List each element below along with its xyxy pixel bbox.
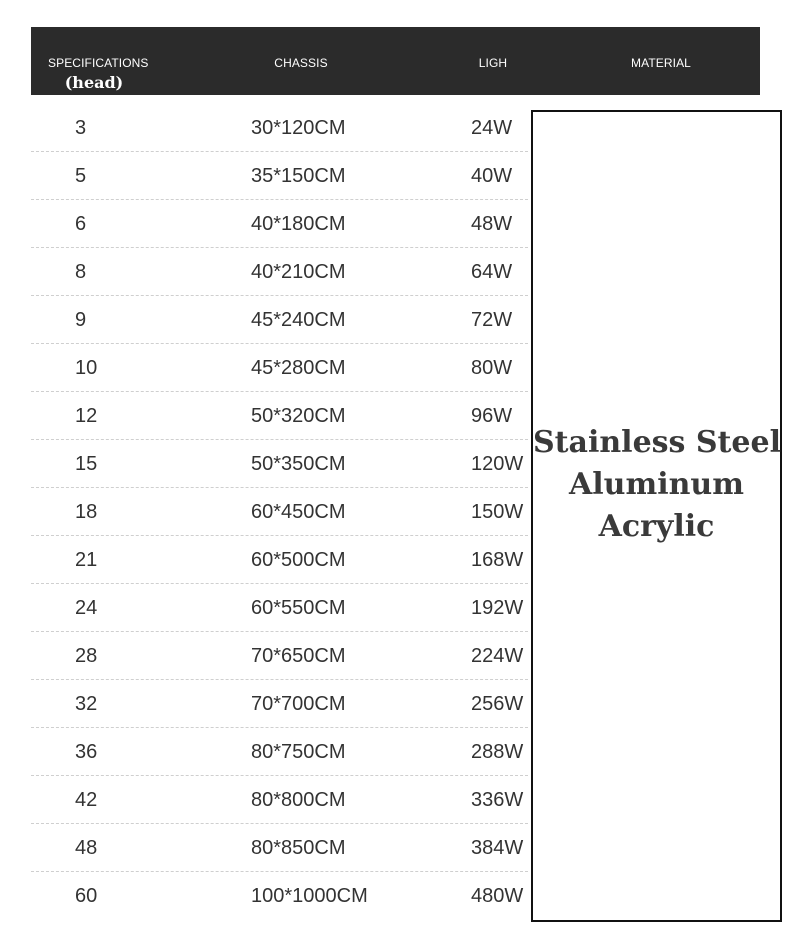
cell-ligh: 48W <box>471 213 513 235</box>
material-box <box>531 110 782 922</box>
cell-chassis: 45*280CM <box>251 357 346 379</box>
cell-head: 15 <box>75 453 98 475</box>
cell-head: 60 <box>75 885 98 907</box>
cell-chassis: 70*650CM <box>251 645 346 667</box>
cell-ligh: 150W <box>471 501 524 523</box>
header-material: MATERIAL <box>631 56 691 70</box>
cell-ligh: 224W <box>471 645 524 667</box>
cell-head: 24 <box>75 597 98 619</box>
cell-chassis: 80*800CM <box>251 789 346 811</box>
table-row <box>31 728 528 776</box>
material-line: Stainless Steel <box>533 425 781 460</box>
cell-head: 21 <box>75 549 98 571</box>
cell-chassis: 70*700CM <box>251 693 346 715</box>
cell-chassis: 80*850CM <box>251 837 346 859</box>
header-chassis: CHASSIS <box>274 56 328 70</box>
cell-head: 9 <box>75 309 87 331</box>
table-row <box>31 104 528 152</box>
cell-ligh: 480W <box>471 885 524 907</box>
cell-chassis: 35*150CM <box>251 165 346 187</box>
cell-chassis: 100*1000CM <box>251 885 368 907</box>
cell-chassis: 40*180CM <box>251 213 346 235</box>
cell-chassis: 50*320CM <box>251 405 346 427</box>
material-list <box>533 422 780 548</box>
cell-head: 32 <box>75 693 98 715</box>
cell-head: 48 <box>75 837 98 859</box>
cell-head: 36 <box>75 741 98 763</box>
cell-head: 8 <box>75 261 87 283</box>
table-row <box>31 584 528 632</box>
table-row <box>31 824 528 872</box>
material-line: Acrylic <box>598 509 715 544</box>
cell-chassis: 30*120CM <box>251 117 346 139</box>
table-row <box>31 872 528 920</box>
table-row <box>31 296 528 344</box>
cell-head: 3 <box>75 117 87 139</box>
cell-ligh: 64W <box>471 261 513 283</box>
table-row <box>31 680 528 728</box>
cell-head: 28 <box>75 645 98 667</box>
table-row <box>31 248 528 296</box>
cell-chassis: 45*240CM <box>251 309 346 331</box>
header-specifications-subtitle: (head) <box>64 73 124 92</box>
cell-ligh: 72W <box>471 309 513 331</box>
table-header <box>31 27 760 95</box>
cell-ligh: 40W <box>471 165 513 187</box>
table-row <box>31 632 528 680</box>
header-specifications: SPECIFICATIONS <box>48 56 149 70</box>
table-row <box>31 488 528 536</box>
cell-chassis: 80*750CM <box>251 741 346 763</box>
cell-ligh: 24W <box>471 117 513 139</box>
cell-head: 42 <box>75 789 98 811</box>
cell-head: 18 <box>75 501 98 523</box>
cell-ligh: 168W <box>471 549 524 571</box>
material-line: Aluminum <box>569 467 744 502</box>
cell-ligh: 336W <box>471 789 524 811</box>
spec-table-body <box>31 104 528 920</box>
cell-ligh: 256W <box>471 693 524 715</box>
cell-head: 10 <box>75 357 98 379</box>
cell-head: 12 <box>75 405 98 427</box>
cell-chassis: 60*550CM <box>251 597 346 619</box>
table-row <box>31 776 528 824</box>
table-row <box>31 200 528 248</box>
cell-head: 5 <box>75 165 87 187</box>
cell-chassis: 60*450CM <box>251 501 346 523</box>
table-row <box>31 152 528 200</box>
table-row <box>31 536 528 584</box>
cell-chassis: 60*500CM <box>251 549 346 571</box>
table-row <box>31 392 528 440</box>
cell-ligh: 288W <box>471 741 524 763</box>
cell-chassis: 50*350CM <box>251 453 346 475</box>
cell-ligh: 96W <box>471 405 513 427</box>
cell-ligh: 120W <box>471 453 524 475</box>
cell-head: 6 <box>75 213 87 235</box>
cell-ligh: 192W <box>471 597 524 619</box>
table-row <box>31 344 528 392</box>
cell-ligh: 384W <box>471 837 524 859</box>
cell-chassis: 40*210CM <box>251 261 346 283</box>
header-ligh: LIGH <box>478 56 508 70</box>
cell-ligh: 80W <box>471 357 513 379</box>
table-row <box>31 440 528 488</box>
